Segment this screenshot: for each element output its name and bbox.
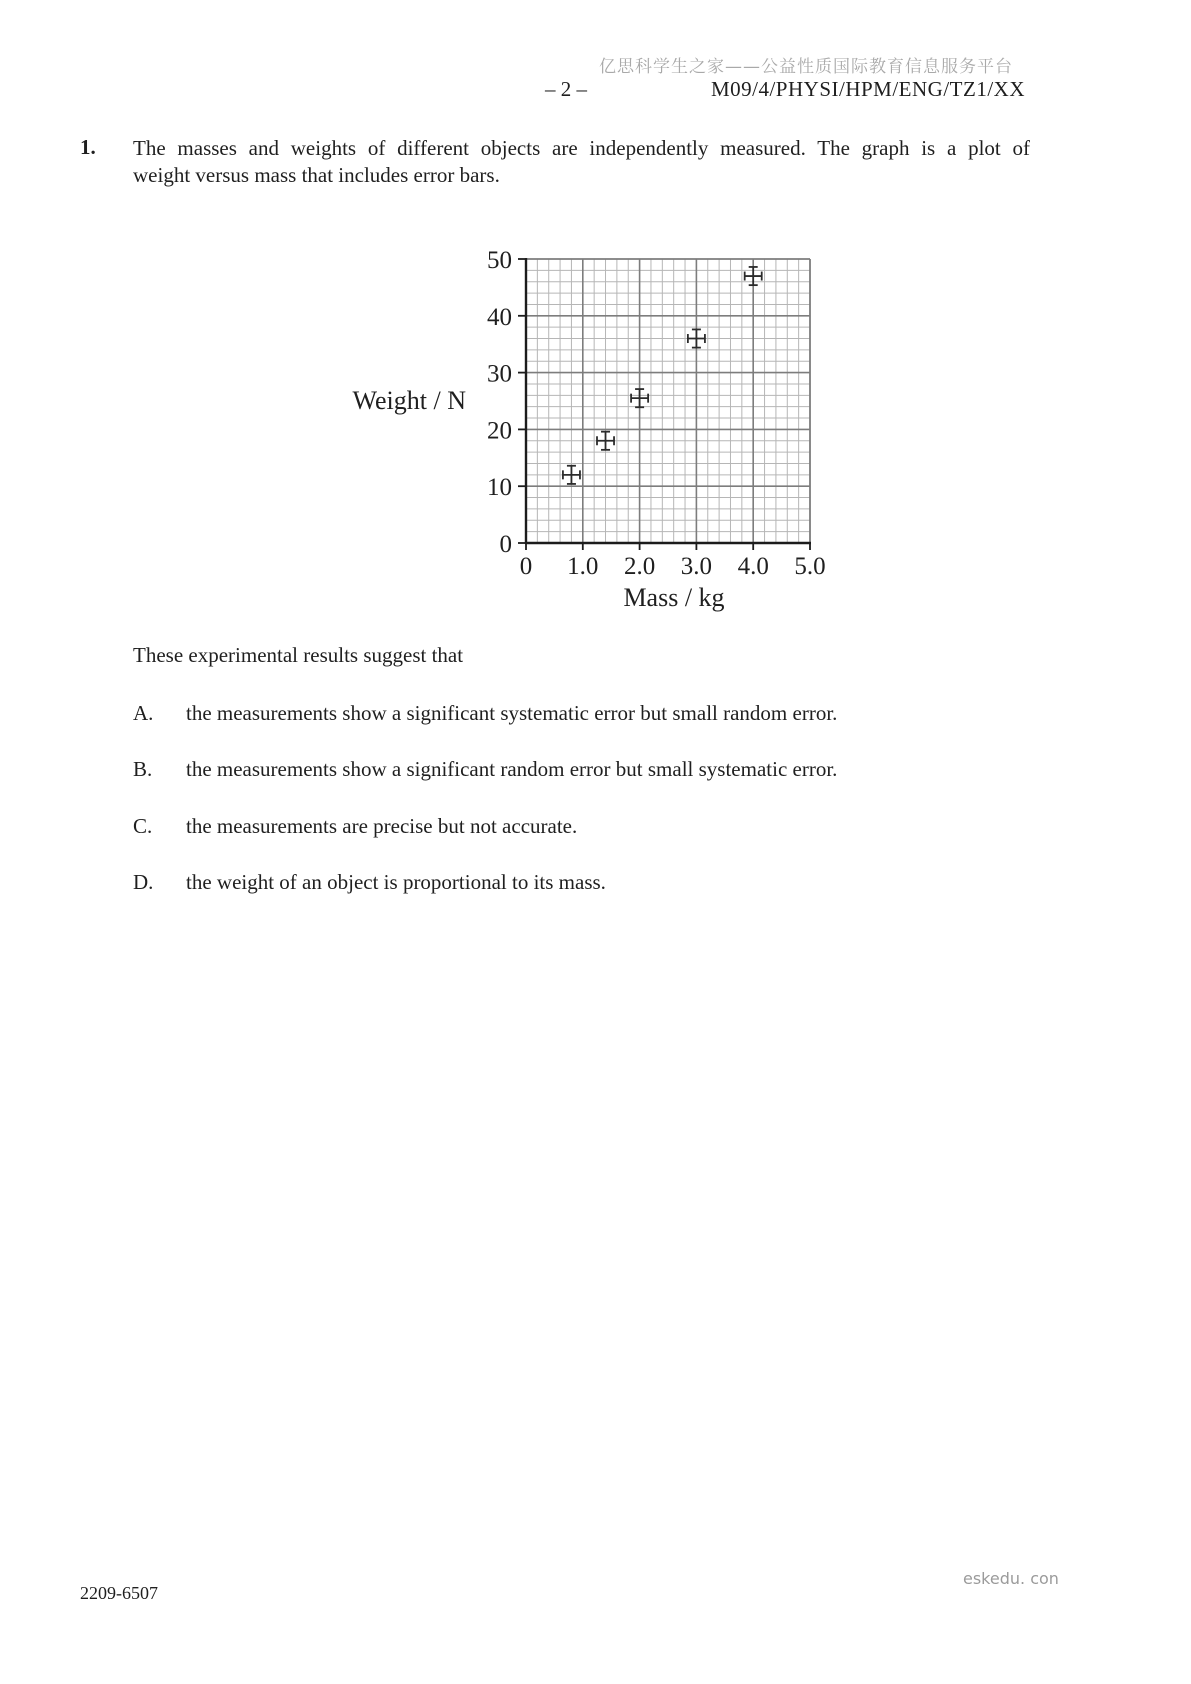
site-watermark: eskedu. con [963,1569,1059,1588]
question-text [133,135,1030,189]
option-d-text: the weight of an object is proportional to its mass. [186,870,606,894]
document-code: 2209-6507 [80,1583,158,1603]
question-text-line1: The masses and weights of different objects are independently measured. The graph is a plot of [133,136,1030,160]
y-tick-label: 0 [499,531,512,558]
x-tick-label: 4.0 [737,553,769,580]
paper-code: M09/4/PHYSI/HPM/ENG/TZ1/XX [710,77,1025,101]
weight-mass-graph-svg [300,230,860,622]
option-a-letter: A. [133,701,154,725]
x-tick-label: 3.0 [680,553,713,580]
y-tick-label: 40 [487,303,512,331]
chinese-site-watermark: 亿思科学生之家——公益性质国际教育信息服务平台 [599,57,1013,77]
option-a-text: the measurements show a significant systematic error but small random error. [186,701,838,725]
question-number: 1. [80,135,96,159]
option-d [133,870,1053,895]
question-text-line2: weight versus mass that includes error bars. [133,163,500,187]
x-axis-title: Mass / kg [623,583,725,612]
option-c [133,814,1053,839]
x-tick-label: 1.0 [567,553,599,580]
x-tick-label: 2.0 [623,553,656,580]
y-tick-label: 30 [487,360,512,388]
y-tick-label: 10 [487,474,512,502]
y-axis-title: Weight / N [352,386,466,415]
option-d-letter: D. [133,870,154,894]
option-c-text: the measurements are precise but not accurate. [186,814,578,838]
option-b-text: the measurements show a significant random error but small systematic error. [186,757,838,781]
page-number: – 2 – [545,77,587,101]
x-tick-label: 0 [519,553,533,580]
y-tick-label: 20 [487,417,512,445]
option-b [133,757,1053,782]
option-a [133,701,1053,726]
question-prompt: These experimental results suggest that [133,643,464,667]
x-tick-label: 5.0 [794,553,826,580]
weight-mass-graph [300,230,860,622]
option-c-letter: C. [133,814,153,838]
option-b-letter: B. [133,757,153,781]
y-tick-label: 50 [487,247,512,274]
